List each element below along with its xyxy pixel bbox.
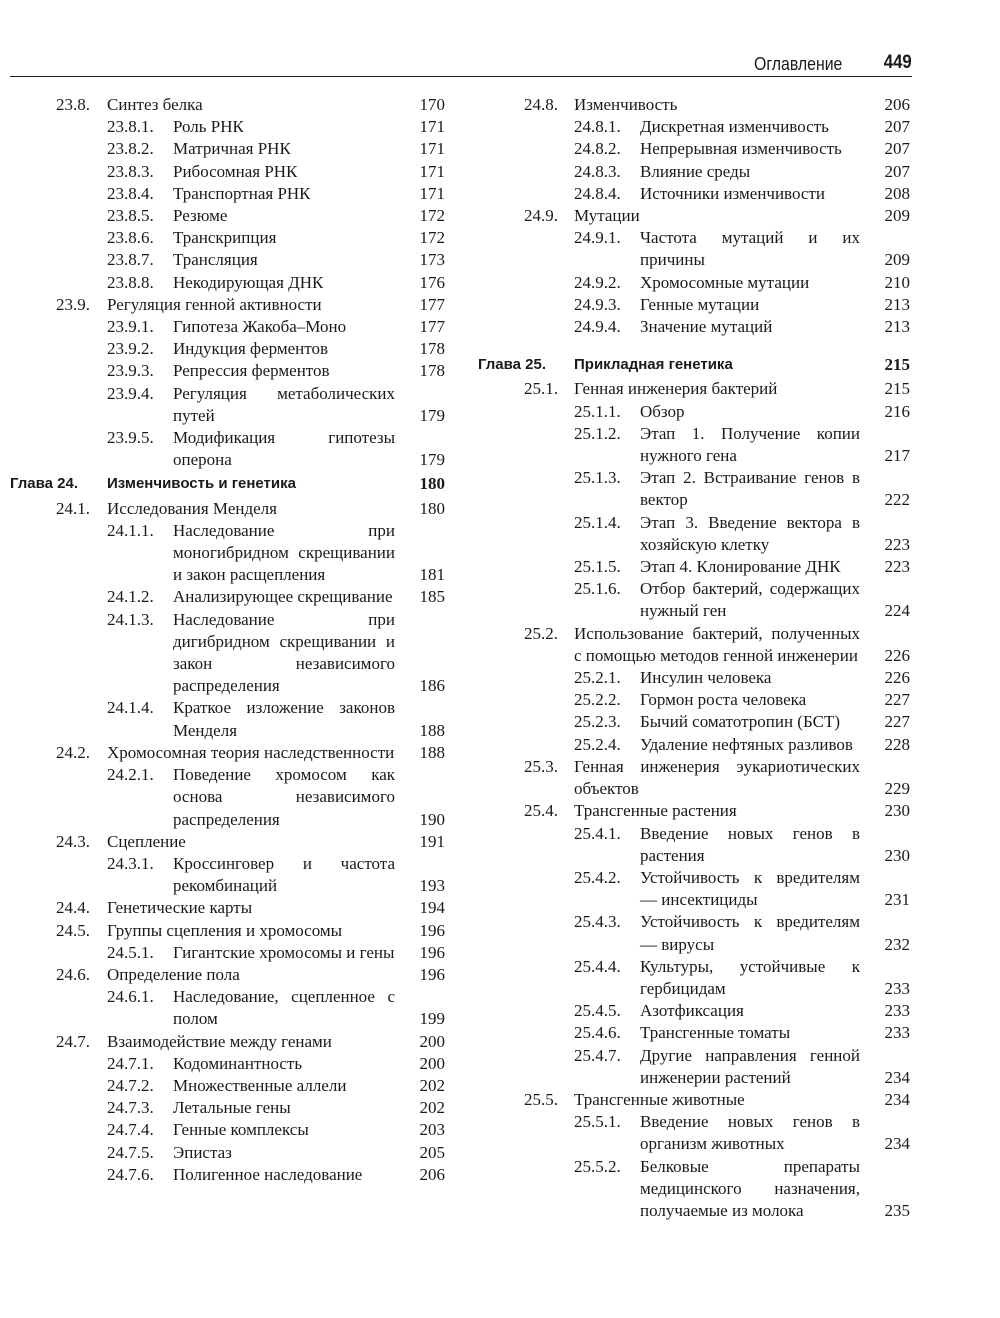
toc-entry[interactable] [10, 498, 445, 520]
toc-entry[interactable] [10, 1053, 445, 1075]
toc-entry-number: 24.6.1. [107, 987, 154, 1007]
toc-entry[interactable] [478, 911, 910, 955]
toc-entry-number: 24.1.4. [107, 698, 154, 718]
toc-entry[interactable] [478, 578, 910, 622]
toc-entry-page: 188 [419, 720, 445, 740]
toc-entry-title: Множественные аллели [173, 1075, 347, 1095]
toc-entry-page: 230 [884, 801, 910, 821]
toc-entry-page: 231 [884, 890, 910, 910]
toc-entry[interactable] [478, 183, 910, 205]
toc-entry[interactable] [10, 897, 445, 919]
toc-entry[interactable] [10, 205, 445, 227]
toc-entry-page: 199 [419, 1009, 445, 1029]
toc-entry[interactable] [10, 316, 445, 338]
running-head-title: Оглавление [753, 54, 842, 74]
toc-entry-title: Трансгенные животные [574, 1089, 745, 1109]
toc-entry-title: Этап 3. Введение вектора в хозяйскую клетку [640, 512, 860, 554]
toc-chapter[interactable] [478, 354, 910, 376]
toc-entry-title: Обзор [640, 401, 685, 421]
toc-entry[interactable] [10, 1164, 445, 1186]
toc-entry-page: 178 [419, 339, 445, 359]
toc-entry-title: Бычий соматотропин (БСТ) [640, 712, 840, 732]
toc-entry[interactable] [10, 116, 445, 138]
toc-entry-number: 23.9.5. [107, 428, 154, 448]
toc-entry-page: 202 [419, 1075, 445, 1095]
toc-entry-number: 24.9. [524, 206, 558, 226]
toc-entry-page: 177 [419, 317, 445, 337]
toc-entry[interactable] [478, 956, 910, 1000]
running-head [10, 52, 912, 77]
toc-entry-page: 206 [884, 95, 910, 114]
toc-entry-page: 171 [419, 161, 445, 181]
toc-entry-number: 24.8. [524, 95, 558, 114]
toc-entry-page: 196 [419, 964, 445, 984]
toc-entry[interactable] [10, 272, 445, 294]
toc-entry-title: Культуры, устойчивые к гербицидам [640, 956, 860, 998]
toc-entry-page: 170 [419, 95, 445, 114]
toc-entry-page: 226 [884, 645, 910, 665]
toc-entry-title: Трансляция [173, 250, 258, 270]
toc-entry[interactable] [478, 1045, 910, 1089]
toc-entry-title: Генетические карты [107, 898, 253, 918]
toc-entry-title: Белковые препараты медицинского назначения, получаемые из молока [640, 1156, 860, 1220]
toc-entry-title: Роль РНК [173, 117, 244, 137]
toc-entry[interactable] [10, 383, 445, 427]
toc-entry-number: 24.9.1. [574, 228, 621, 248]
toc-entry-title: Краткое изложение законов Менделя [173, 698, 395, 740]
toc-entry[interactable] [10, 1031, 445, 1053]
toc-entry-page: 207 [884, 161, 910, 181]
toc-entry-title: Наследование, сцепленное с полом [173, 987, 395, 1029]
toc-entry-number: 25.2.1. [574, 668, 621, 688]
toc-entry[interactable] [478, 689, 910, 711]
toc-entry[interactable] [10, 338, 445, 360]
toc-entry-page: 203 [419, 1120, 445, 1140]
toc-entry-page: 233 [884, 978, 910, 998]
toc-entry-number: 23.8.5. [107, 206, 154, 226]
toc-entry-page: 233 [884, 1023, 910, 1043]
toc-entry-title: Синтез белка [107, 95, 203, 114]
toc-entry-title: Прикладная генетика [574, 356, 733, 374]
toc-entry-number: 25.4.5. [574, 1001, 621, 1021]
toc-entry[interactable] [10, 764, 445, 831]
toc-entry-title: Значение мутаций [640, 317, 773, 337]
toc-entry-title: Инсулин человека [640, 668, 772, 688]
toc-entry-title: Гигантские хромосомы и гены [173, 942, 395, 962]
toc-entry-title: Влияние среды [640, 161, 751, 181]
toc-entry-title: Транспортная РНК [173, 183, 311, 203]
toc-entry-page: 171 [419, 183, 445, 203]
toc-entry[interactable] [478, 116, 910, 138]
toc-entry-page: 202 [419, 1098, 445, 1118]
toc-entry-page: 185 [419, 587, 445, 607]
toc-entry-title: Резюме [173, 206, 228, 226]
toc-entry-title: Устойчивость к вредителям — инсектициды [640, 867, 860, 910]
toc-entry-page: 223 [884, 557, 910, 577]
toc-entry-number: Глава 24. [10, 475, 79, 493]
toc-entry-title: Летальные гены [173, 1098, 291, 1118]
toc-entry[interactable] [10, 1142, 445, 1164]
toc-entry-title: Гипотеза Жакоба–Моно [173, 317, 347, 337]
toc-entry-page: 215 [884, 379, 910, 399]
toc-entry-page: 196 [419, 920, 445, 940]
toc-entry-page: 232 [884, 934, 910, 954]
toc-entry-title: Источники изменчивости [640, 183, 825, 203]
toc-entry-number: 23.8.4. [107, 183, 154, 203]
toc-entry-page: 209 [884, 250, 910, 270]
toc-entry-number: 25.5.1. [574, 1112, 621, 1132]
toc-entry[interactable] [10, 942, 445, 964]
toc-entry[interactable] [10, 360, 445, 382]
toc-entry-number: 25.3. [524, 756, 558, 776]
toc-entry-number: 24.5.1. [107, 942, 154, 962]
toc-entry-title: Поведение хромосом как основа независимого распределения [173, 765, 395, 829]
toc-entry-page: 191 [419, 831, 445, 851]
toc-entry-title: Гормон роста человека [640, 690, 807, 710]
toc-entry-title: Хромосомные мутации [640, 272, 810, 292]
toc-entry[interactable] [10, 1075, 445, 1097]
toc-entry-title: Полигенное наследование [173, 1164, 363, 1184]
toc-entry-number: 24.7.2. [107, 1075, 154, 1095]
toc-entry-number: 24.2. [56, 742, 90, 762]
toc-entry-title: Индукция ферментов [173, 339, 328, 359]
toc-entry[interactable] [478, 401, 910, 423]
toc-entry-title: Устойчивость к вредителям — вирусы [640, 912, 860, 954]
toc-entry[interactable] [10, 831, 445, 853]
toc-entry-number: 24.7.1. [107, 1053, 154, 1073]
toc-entry-title: Взаимодействие между генами [107, 1031, 332, 1051]
toc-entry-page: 181 [419, 565, 445, 585]
toc-entry-title: Наследование при дигибридном скрещивании и закон независимого распределения [173, 609, 395, 696]
toc-entry-title: Непрерывная изменчивость [640, 139, 842, 159]
toc-entry-title: Регуляция генной активности [107, 294, 322, 314]
toc-entry-page: 173 [419, 250, 445, 270]
toc-entry-page: 208 [884, 183, 910, 203]
toc-entry-number: 25.1. [524, 379, 558, 399]
toc-entry-title: Кодоминантность [173, 1053, 303, 1073]
toc-entry[interactable] [478, 867, 910, 911]
toc-entry-number: 25.4.7. [574, 1045, 621, 1065]
toc-entry[interactable] [478, 667, 910, 689]
toc-entry-page: 209 [884, 206, 910, 226]
toc-entry-number: 25.4.3. [574, 912, 621, 932]
toc-entry-number: 23.8.1. [107, 117, 154, 137]
toc-entry-page: 190 [419, 809, 445, 829]
toc-entry[interactable] [10, 964, 445, 986]
toc-entry-number: 24.8.3. [574, 161, 621, 181]
toc-entry-number: 25.4.6. [574, 1023, 621, 1043]
toc-entry-page: 171 [419, 139, 445, 159]
toc-entry-number: 25.1.3. [574, 468, 621, 488]
toc-entry[interactable] [478, 467, 910, 511]
toc-entry-number: 25.2. [524, 623, 558, 643]
toc-entry-number: 25.2.3. [574, 712, 621, 732]
toc-entry-title: Эпистаз [173, 1142, 232, 1162]
toc-entry[interactable] [478, 512, 910, 556]
toc-entry-number: 24.7.6. [107, 1164, 154, 1184]
toc-entry-page: 194 [419, 898, 445, 918]
toc-entry-title: Введение новых генов в растения [640, 823, 860, 865]
toc-entry-number: 24.9.3. [574, 294, 621, 314]
toc-entry-number: 25.2.4. [574, 734, 621, 754]
toc-entry-title: Удаление нефтяных разливов [640, 734, 853, 754]
toc-entry-number: 24.3.1. [107, 853, 154, 873]
toc-entry-title: Наследование при моногибридном скрещивании и закон расщепления [173, 520, 395, 585]
toc-entry-number: 25.5. [524, 1089, 558, 1109]
toc-entry-page: 200 [419, 1031, 445, 1051]
toc-entry-number: 25.1.4. [574, 512, 621, 532]
page-number: 449 [884, 52, 912, 73]
toc-entry-page: 200 [419, 1053, 445, 1073]
toc-entry[interactable] [478, 1156, 910, 1223]
toc-entry-title: Генная инженерия бактерий [574, 379, 778, 399]
toc-entry-number: 25.1.2. [574, 423, 621, 443]
toc-entry[interactable] [10, 427, 445, 471]
toc-entry-number: 25.4.2. [574, 867, 621, 887]
toc-entry-page: 233 [884, 1001, 910, 1021]
chapter-gap [478, 338, 910, 352]
toc-entry-number: 23.9.2. [107, 339, 154, 359]
toc-entry-title: Отбор бактерий, содержащих нужный ген [640, 579, 860, 621]
toc-entry[interactable] [478, 623, 910, 667]
toc-entry-number: 23.8.8. [107, 272, 154, 292]
toc-column-right [478, 94, 910, 1222]
toc-entry[interactable] [478, 227, 910, 271]
toc-entry[interactable] [478, 1000, 910, 1022]
toc-entry[interactable] [478, 161, 910, 183]
toc-entry-title: Дискретная изменчивость [640, 117, 829, 137]
toc-entry-title: Кроссинговер и частота рекомбинаций [173, 853, 395, 896]
toc-entry-number: 25.4. [524, 801, 558, 821]
toc-entry-page: 224 [884, 601, 910, 621]
toc-entry[interactable] [478, 756, 910, 800]
toc-entry-title: Репрессия ферментов [173, 361, 330, 381]
toc-entry-title: Использование бактерий, полученных с помощью методов генной инженерии [574, 623, 860, 665]
toc-entry-title: Модификация гипотезы оперона [173, 428, 395, 470]
toc-entry[interactable] [10, 227, 445, 249]
toc-entry-number: 24.5. [56, 920, 90, 940]
toc-entry[interactable] [10, 986, 445, 1030]
toc-entry-page: 213 [884, 317, 910, 337]
toc-entry-page: 176 [419, 272, 445, 292]
toc-entry-page: 234 [884, 1134, 910, 1154]
toc-entry-number: 25.1.1. [574, 401, 621, 421]
toc-entry-number: 24.1.2. [107, 587, 154, 607]
toc-entry-page: 227 [884, 712, 910, 732]
toc-entry-number: 23.9. [56, 294, 90, 314]
toc-entry-number: 24.9.2. [574, 272, 621, 292]
toc-entry-page: 234 [884, 1067, 910, 1087]
toc-entry-number: 23.8.3. [107, 161, 154, 181]
toc-entry-number: Глава 25. [478, 356, 547, 374]
toc-entry[interactable] [10, 161, 445, 183]
toc-entry[interactable] [10, 294, 445, 316]
toc-entry[interactable] [10, 520, 445, 587]
toc-entry-title: Генные комплексы [173, 1120, 309, 1140]
toc-entry[interactable] [10, 697, 445, 741]
toc-entry-title: Азотфиксация [640, 1001, 744, 1021]
toc-entry-title: Мутации [574, 206, 640, 226]
toc-entry[interactable] [10, 853, 445, 897]
toc-entry-number: 24.1.1. [107, 520, 154, 540]
toc-entry-number: 23.8. [56, 95, 90, 114]
toc-entry[interactable] [10, 183, 445, 205]
toc-entry[interactable] [10, 609, 445, 698]
toc-entry-number: 25.4.1. [574, 823, 621, 843]
toc-entry-page: 207 [884, 139, 910, 159]
toc-entry[interactable] [10, 138, 445, 160]
toc-entry-page: 207 [884, 117, 910, 137]
toc-entry-title: Введение новых генов в организм животных [640, 1112, 860, 1154]
toc-entry-page: 228 [884, 734, 910, 754]
toc-entry-title: Транскрипция [173, 228, 277, 248]
toc-entry-title: Сцепление [107, 831, 186, 851]
toc-entry-page: 234 [884, 1089, 910, 1109]
toc-entry-number: 24.2.1. [107, 765, 154, 785]
toc-entry[interactable] [478, 378, 910, 400]
toc-entry-number: 24.7.3. [107, 1098, 154, 1118]
toc-entry[interactable] [478, 138, 910, 160]
toc-entry-title: Этап 2. Встраивание генов в вектор [640, 468, 860, 510]
toc-entry[interactable] [10, 742, 445, 764]
toc-entry-title: Матричная РНК [173, 139, 291, 159]
toc-entry-page: 180 [419, 498, 445, 518]
toc-entry-number: 23.9.1. [107, 317, 154, 337]
toc-entry-title: Частота мутаций и их причины [640, 228, 860, 270]
toc-entry-number: 24.8.2. [574, 139, 621, 159]
toc-entry-title: Этап 4. Клонирование ДНК [640, 557, 841, 577]
toc-chapter[interactable] [10, 473, 445, 495]
toc-entry-number: 24.7.5. [107, 1142, 154, 1162]
toc-entry-number: 23.8.2. [107, 139, 154, 159]
toc-entry-page: 217 [884, 446, 910, 466]
toc-entry[interactable] [478, 294, 910, 316]
toc-entry-title: Группы сцепления и хромосомы [107, 920, 343, 940]
toc-entry[interactable] [10, 1119, 445, 1141]
toc-entry-page: 193 [419, 876, 445, 896]
toc-entry[interactable] [478, 1089, 910, 1111]
toc-entry-page: 178 [419, 361, 445, 381]
toc-entry-page: 205 [419, 1142, 445, 1162]
toc-entry-number: 25.4.4. [574, 956, 621, 976]
toc-entry-title: Исследования Менделя [107, 498, 277, 518]
toc-entry[interactable] [478, 205, 910, 227]
toc-entry-number: 24.7.4. [107, 1120, 154, 1140]
toc-entry-page: 235 [884, 1200, 910, 1220]
toc-entry[interactable] [10, 586, 445, 608]
toc-entry-page: 215 [884, 355, 910, 375]
toc-entry-title: Изменчивость и генетика [107, 475, 296, 493]
toc-entry-number: 24.6. [56, 964, 90, 984]
toc-entry-page: 216 [884, 401, 910, 421]
toc-entry-page: 188 [419, 742, 445, 762]
toc-entry-page: 222 [884, 490, 910, 510]
toc-entry-page: 180 [419, 474, 445, 494]
toc-entry-page: 172 [419, 206, 445, 226]
toc-entry-title: Трансгенные растения [574, 801, 737, 821]
toc-entry-page: 177 [419, 294, 445, 314]
toc-entry-number: 24.8.4. [574, 183, 621, 203]
toc-entry[interactable] [478, 1022, 910, 1044]
toc-entry-title: Трансгенные томаты [640, 1023, 791, 1043]
toc-entry-page: 172 [419, 228, 445, 248]
toc-entry[interactable] [10, 920, 445, 942]
toc-entry-number: 24.4. [56, 898, 90, 918]
toc-entry[interactable] [478, 823, 910, 867]
toc-entry-page: 171 [419, 117, 445, 137]
toc-entry-title: Рибосомная РНК [173, 161, 298, 181]
toc-entry-page: 179 [419, 405, 445, 425]
toc-entry-number: 25.1.5. [574, 557, 621, 577]
toc-entry-number: 24.9.4. [574, 317, 621, 337]
toc-entry-page: 210 [884, 272, 910, 292]
toc-entry-number: 24.1.3. [107, 609, 154, 629]
toc-entry-title: Другие направления генной инженерии растений [640, 1045, 860, 1087]
toc-entry-page: 230 [884, 845, 910, 865]
toc-entry[interactable] [478, 734, 910, 756]
toc-entry-page: 229 [884, 779, 910, 799]
toc-entry-title: Некодирующая ДНК [173, 272, 324, 292]
toc-entry-number: 25.5.2. [574, 1156, 621, 1176]
toc-entry-title: Анализирующее скрещивание [173, 587, 393, 607]
toc-entry[interactable] [478, 711, 910, 733]
toc-entry-title: Генные мутации [640, 294, 760, 314]
toc-entry-page: 226 [884, 668, 910, 688]
toc-entry[interactable] [478, 556, 910, 578]
toc-entry-number: 24.8.1. [574, 117, 621, 137]
toc-entry-page: 179 [419, 450, 445, 470]
toc-entry-number: 25.1.6. [574, 579, 621, 599]
toc-entry-number: 24.7. [56, 1031, 90, 1051]
toc-entry[interactable] [478, 272, 910, 294]
toc-entry[interactable] [10, 94, 445, 116]
toc-entry-title: Регуляция метаболических путей [173, 383, 395, 425]
toc-entry-title: Генная инженерия эукариотических объектов [574, 756, 860, 799]
toc-entry-title: Хромосомная теория наследственности [107, 742, 395, 762]
toc-entry-title: Определение пола [107, 964, 240, 984]
toc-entry-title: Изменчивость [574, 95, 678, 114]
toc-entry-title: Этап 1. Получение копии нужного гена [640, 423, 860, 466]
toc-entry[interactable] [478, 423, 910, 467]
toc-entry-page: 206 [419, 1164, 445, 1184]
toc-entry-page: 227 [884, 690, 910, 710]
toc-entry[interactable] [478, 316, 910, 338]
toc-entry-number: 25.2.2. [574, 690, 621, 710]
toc-entry-number: 23.9.3. [107, 361, 154, 381]
toc-entry[interactable] [478, 800, 910, 822]
toc-entry-page: 223 [884, 534, 910, 554]
toc-entry-number: 23.8.7. [107, 250, 154, 270]
toc-entry-number: 23.9.4. [107, 383, 154, 403]
toc-entry-page: 186 [419, 676, 445, 696]
toc-entry-number: 23.8.6. [107, 228, 154, 248]
toc-entry-number: 24.1. [56, 498, 90, 518]
toc-column-left [10, 94, 445, 1186]
toc-entry[interactable] [10, 249, 445, 271]
toc-entry[interactable] [478, 94, 910, 116]
toc-entry[interactable] [10, 1097, 445, 1119]
toc-entry-number: 24.3. [56, 831, 90, 851]
toc-entry[interactable] [478, 1111, 910, 1155]
toc-entry-page: 196 [419, 942, 445, 962]
toc-entry-page: 213 [884, 294, 910, 314]
